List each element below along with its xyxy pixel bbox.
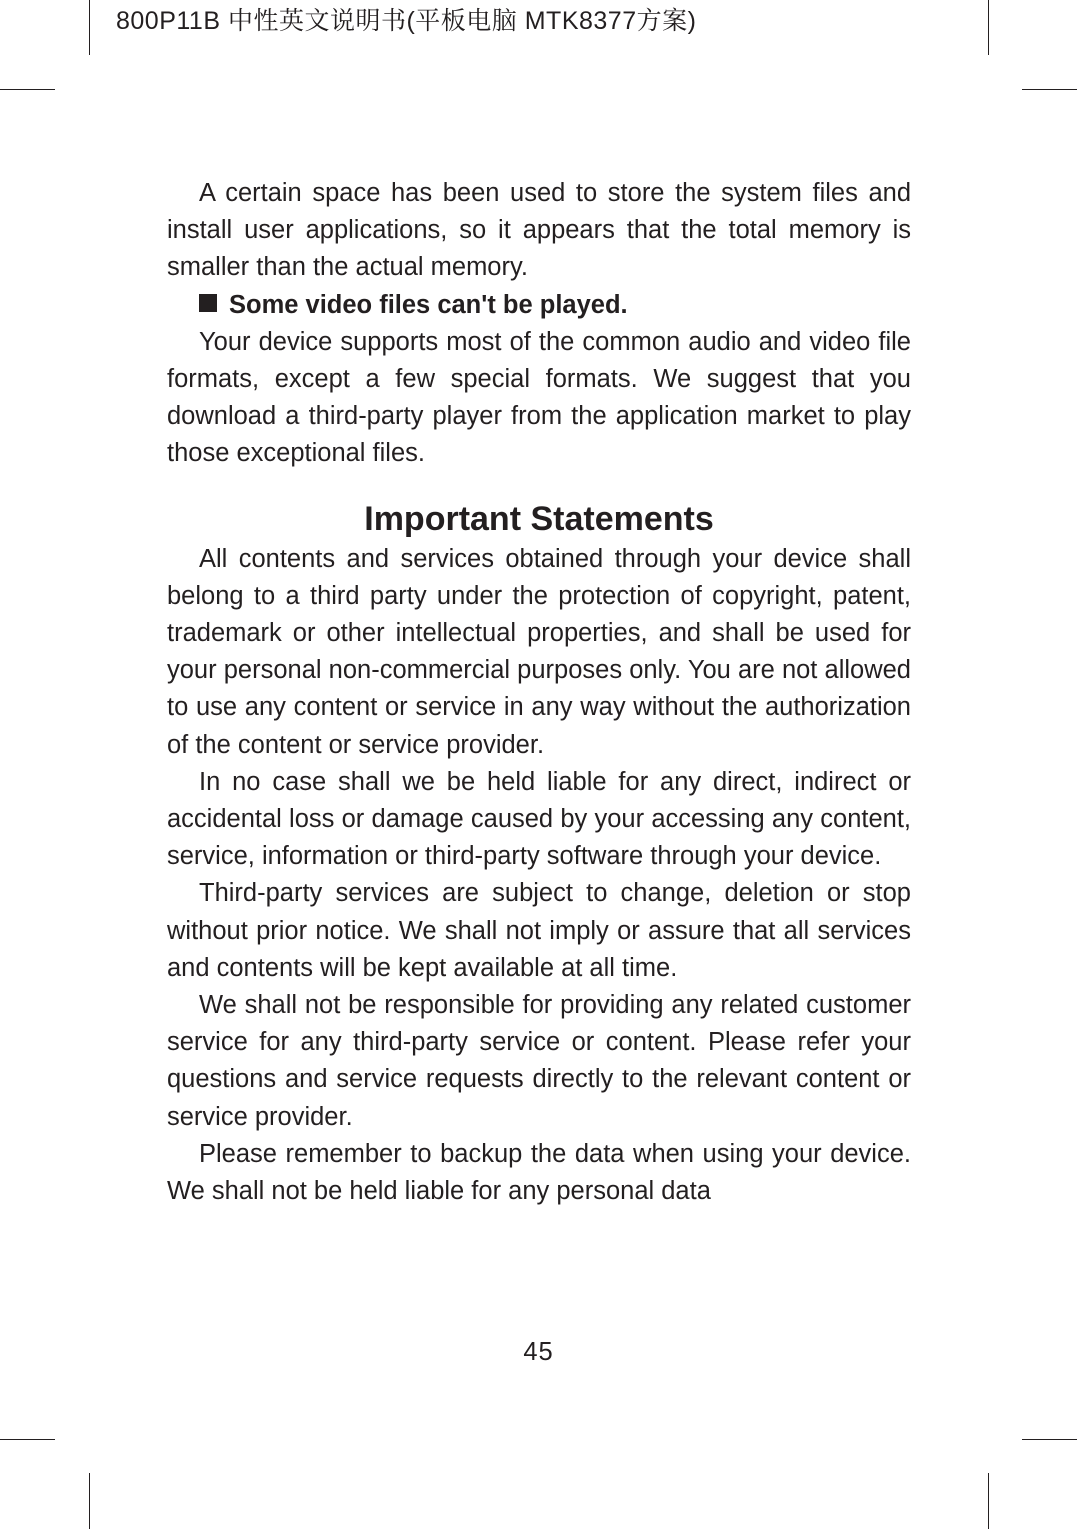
paragraph-contents: All contents and services obtained through your device shall belong to a third party under the protection of copyright, patent, trademark or other intellectual properties, and shall be used for your personal non-commercial purposes only. You are not allowed to use any content or service in any way without the authorization of the content or service provider. — [167, 544, 911, 759]
paragraph-memory: A certain space has been used to store the system files and install user applications, so it appears that the total memory is smaller than the actual memory. — [167, 179, 911, 282]
crop-mark-right-top — [1022, 89, 1077, 90]
paragraph-liability: In no case shall we be held liable for any direct, indirect or accidental loss or damage caused by your accessing any content, service, information or third-party software through your device. — [167, 767, 911, 871]
crop-mark-bottom-left — [89, 1473, 90, 1529]
bullet-heading — [167, 287, 911, 324]
paragraph-third-party: Third-party services are subject to change, deletion or stop without prior notice. We shall not imply or assure that all services and contents will be kept available at all time. — [167, 879, 911, 982]
bullet-heading-text: Some video files can't be played. — [229, 290, 628, 319]
paragraph-backup: Please remember to backup the data when using your device. We shall not be held liable for any personal data — [167, 1139, 911, 1206]
crop-mark-right-bottom — [1022, 1439, 1077, 1440]
square-bullet-icon — [199, 294, 217, 312]
paragraph-video: Your device supports most of the common audio and video file formats, except a few special formats. We suggest that you download a third-party player from the application market to play those exceptional files. — [167, 327, 911, 468]
paragraph-support: We shall not be responsible for providing any related customer service for any third-party service or content. Please refer your questions and service requests directly to the relevant content or service provider. — [167, 991, 911, 1131]
crop-mark-top-right — [988, 0, 989, 55]
section-title: Important Statements — [364, 499, 714, 538]
running-header: 800P11B 中性英文说明书(平板电脑 MTK8377方案) — [116, 7, 697, 35]
page-body — [167, 175, 911, 1210]
crop-mark-left-bottom — [0, 1439, 55, 1440]
crop-mark-bottom-right — [988, 1473, 989, 1529]
crop-mark-left-top — [0, 89, 55, 90]
page-number: 45 — [523, 1338, 554, 1366]
crop-mark-top-left — [89, 0, 90, 55]
